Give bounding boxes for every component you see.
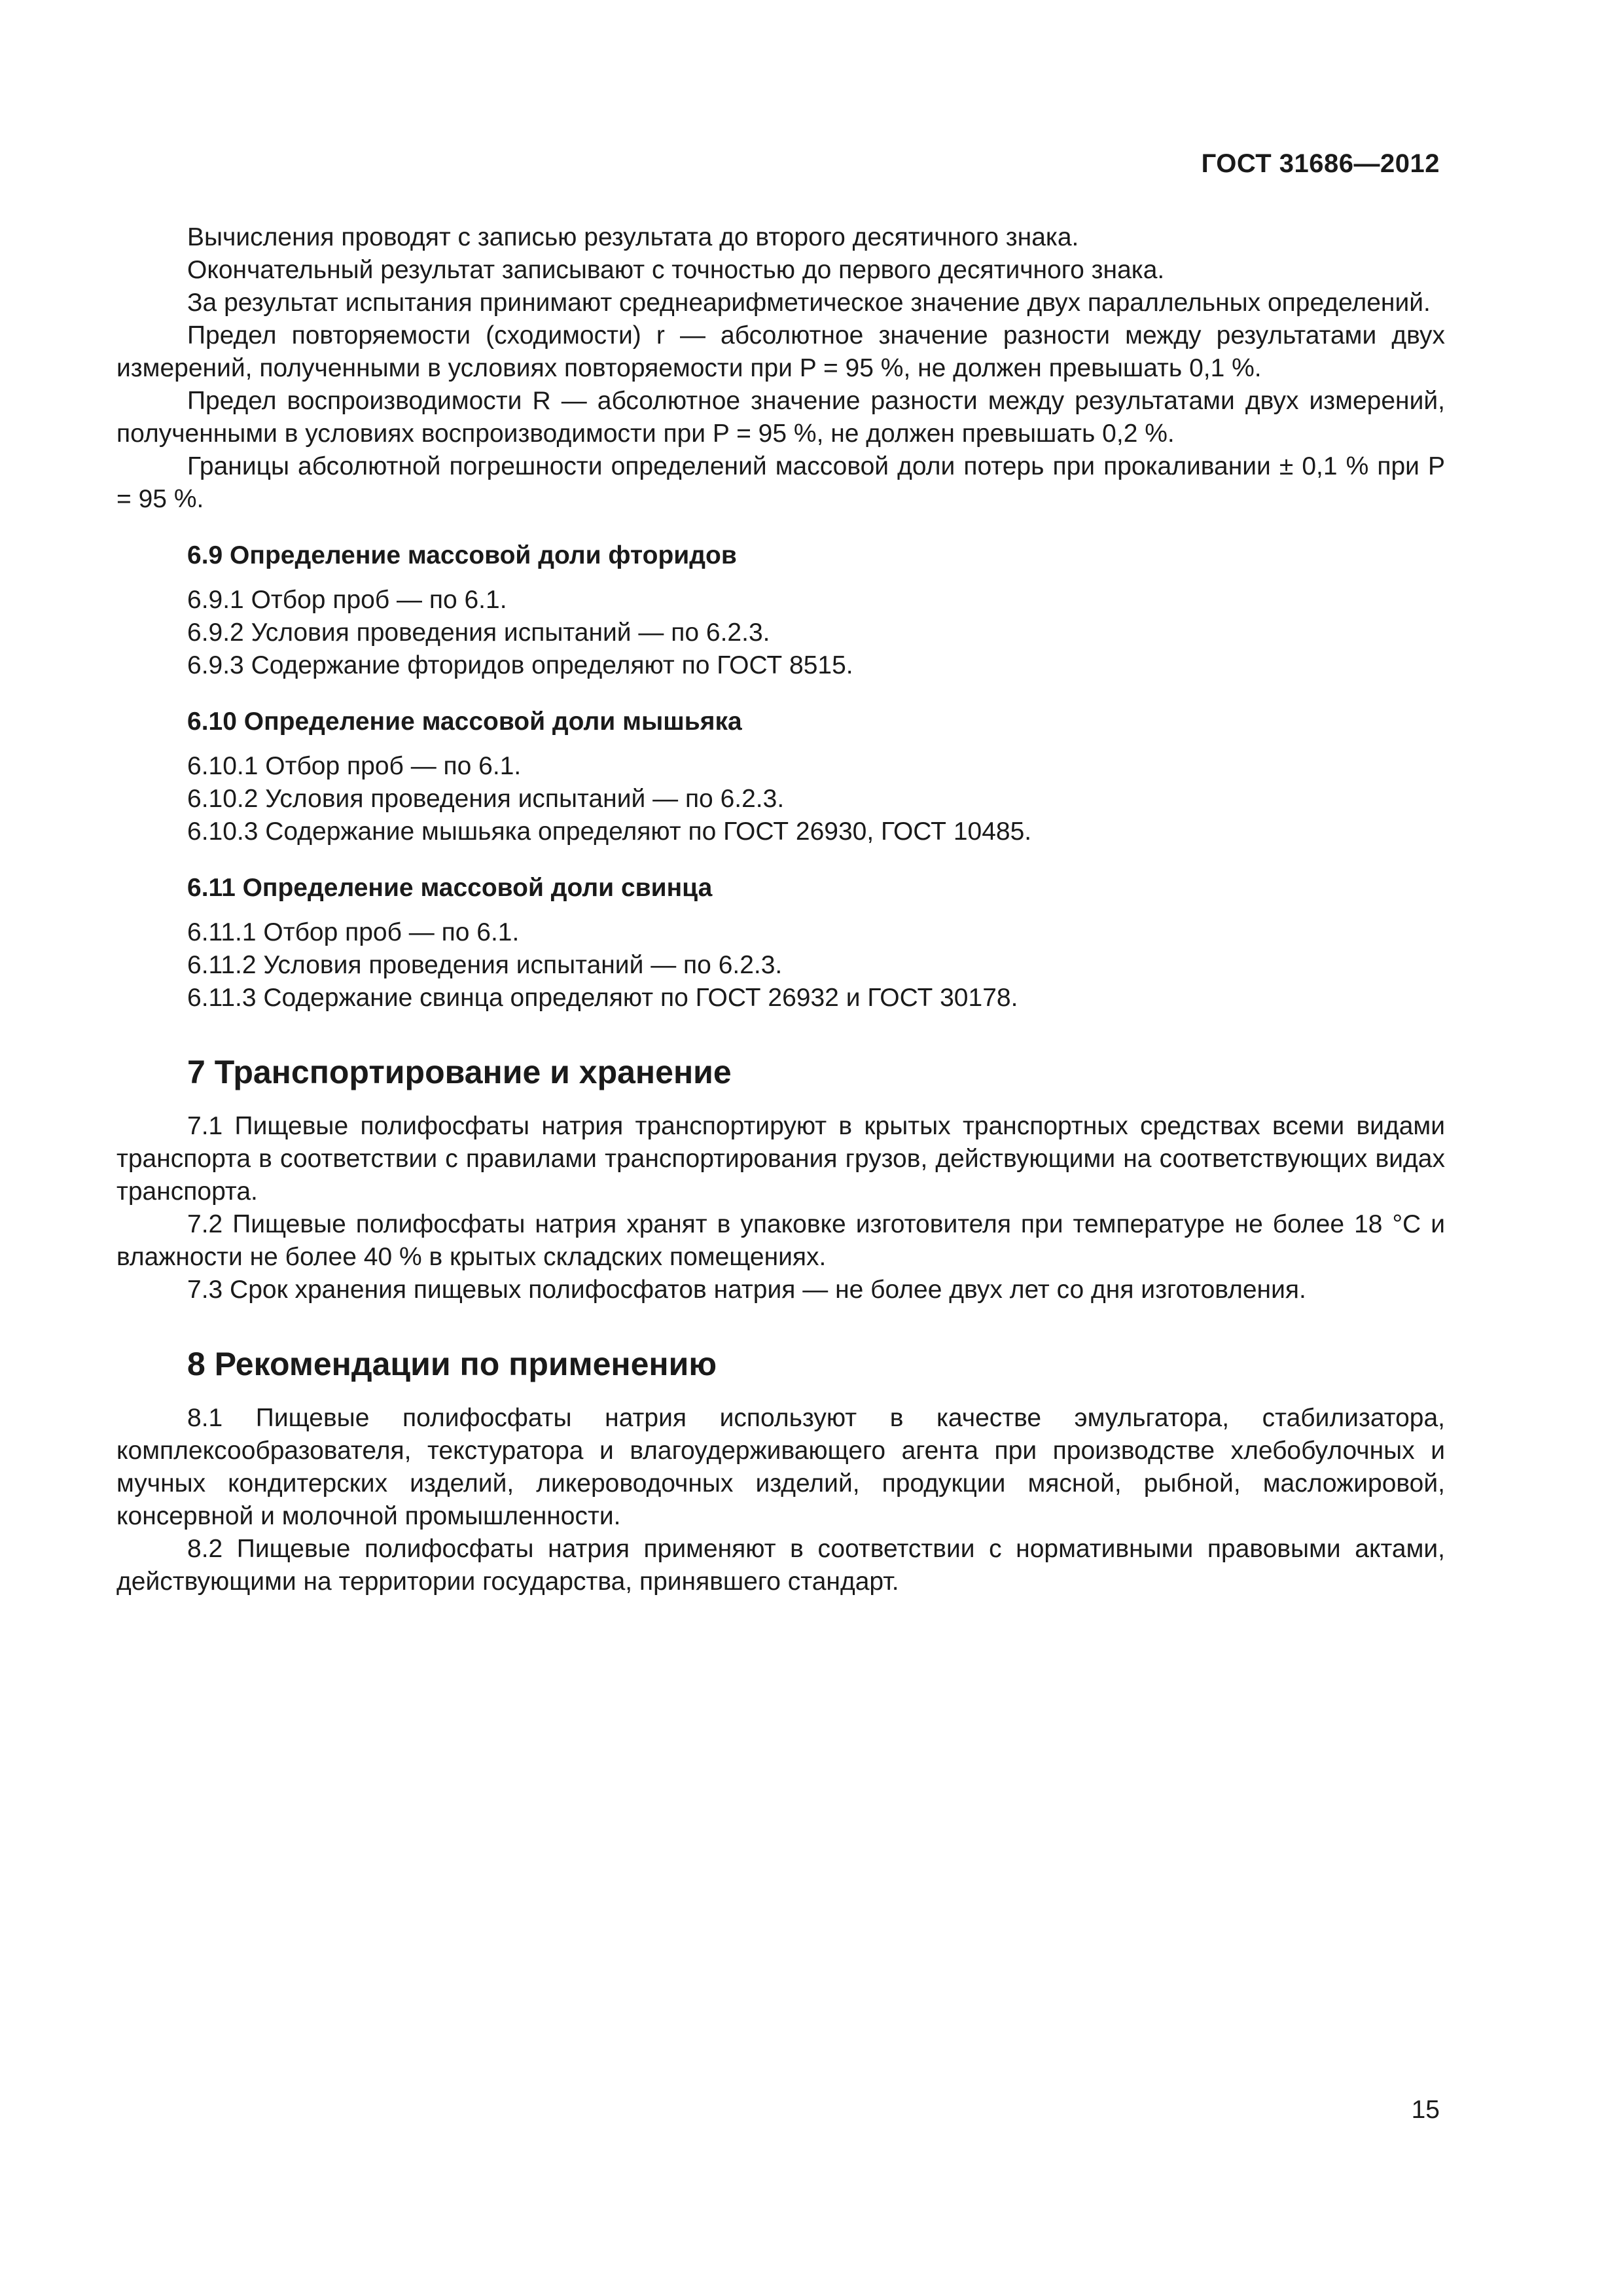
section-heading: 7 Транспортирование и хранение — [187, 1054, 732, 1090]
list-item: 6.9.2 Условия проведения испытаний — по 6.2.3. — [187, 619, 770, 647]
page-number: 15 — [1411, 2096, 1440, 2124]
paragraph: 7.3 Срок хранения пищевых полифосфатов натрия — не более двух лет со дня изготовления. — [187, 1276, 1306, 1304]
list-item: 6.10.1 Отбор проб — по 6.1. — [187, 752, 522, 780]
list-item: 6.11.3 Содержание свинца определяют по ГОСТ 26932 и ГОСТ 30178. — [187, 984, 1018, 1012]
paragraph: 8.2 Пищевые полифосфаты натрия применяют в соответствии с нормативными правовыми актами, действующими на территории государства, принявшего стандарт. — [116, 1535, 1445, 1596]
section-heading: 8 Рекомендации по применению — [187, 1346, 717, 1382]
paragraph: Вычисления проводят с записью результата до второго десятичного знака. — [187, 223, 1079, 251]
list-item: 6.11.2 Условия проведения испытаний — по 6.2.3. — [187, 951, 783, 979]
paragraph: Окончательный результат записывают с точностью до первого десятичного знака. — [187, 256, 1165, 284]
document-code: ГОСТ 31686—2012 — [1201, 149, 1440, 178]
subsection-heading: 6.11 Определение массовой доли свинца — [187, 874, 713, 902]
list-item: 6.10.2 Условия проведения испытаний — по 6.2.3. — [187, 785, 785, 813]
subsection-heading: 6.10 Определение массовой доли мышьяка — [187, 708, 742, 736]
list-item: 6.9.3 Содержание фторидов определяют по ГОСТ 8515. — [187, 651, 853, 679]
paragraph: Предел воспроизводимости R — абсолютное значение разности между результатами двух измерений, полученными в условиях воспроизводимости при P = 95 %, не должен превышать 0,2 %. — [116, 387, 1445, 448]
list-item: 6.10.3 Содержание мышьяка определяют по ГОСТ 26930, ГОСТ 10485. — [187, 817, 1032, 846]
document-body — [116, 221, 1445, 1598]
paragraph: 8.1 Пищевые полифосфаты натрия используют в качестве эмульгатора, стабилизатора, комплексообразователя, текстуратора и влагоудерживающего агента при производстве хлебобулочных и мучных кондитерских изделий, ликероводочных изделий, продукции мясной, рыбной, масложировой, консервной и молочной промышленности. — [116, 1404, 1445, 1530]
list-item: 6.11.1 Отбор проб — по 6.1. — [187, 918, 520, 946]
list-item: 6.9.1 Отбор проб — по 6.1. — [187, 586, 507, 614]
paragraph: За результат испытания принимают среднеарифметическое значение двух параллельных определений. — [187, 289, 1431, 317]
paragraph: Границы абсолютной погрешности определений массовой доли потерь при прокаливании ± 0,1 % при P = 95 %. — [116, 452, 1445, 513]
subsection-heading: 6.9 Определение массовой доли фторидов — [187, 541, 737, 569]
paragraph: 7.1 Пищевые полифосфаты натрия транспортируют в крытых транспортных средствах всеми видами транспорта в соответствии с правилами транспортирования грузов, действующими на соответствующих видах транспорта. — [116, 1112, 1445, 1206]
paragraph: Предел повторяемости (сходимости) r — абсолютное значение разности между результатами двух измерений, полученными в условиях повторяемости при P = 95 %, не должен превышать 0,1 %. — [116, 321, 1445, 382]
paragraph: 7.2 Пищевые полифосфаты натрия хранят в упаковке изготовителя при температуре не более 18 °С и влажности не более 40 % в крытых складских помещениях. — [116, 1210, 1445, 1271]
